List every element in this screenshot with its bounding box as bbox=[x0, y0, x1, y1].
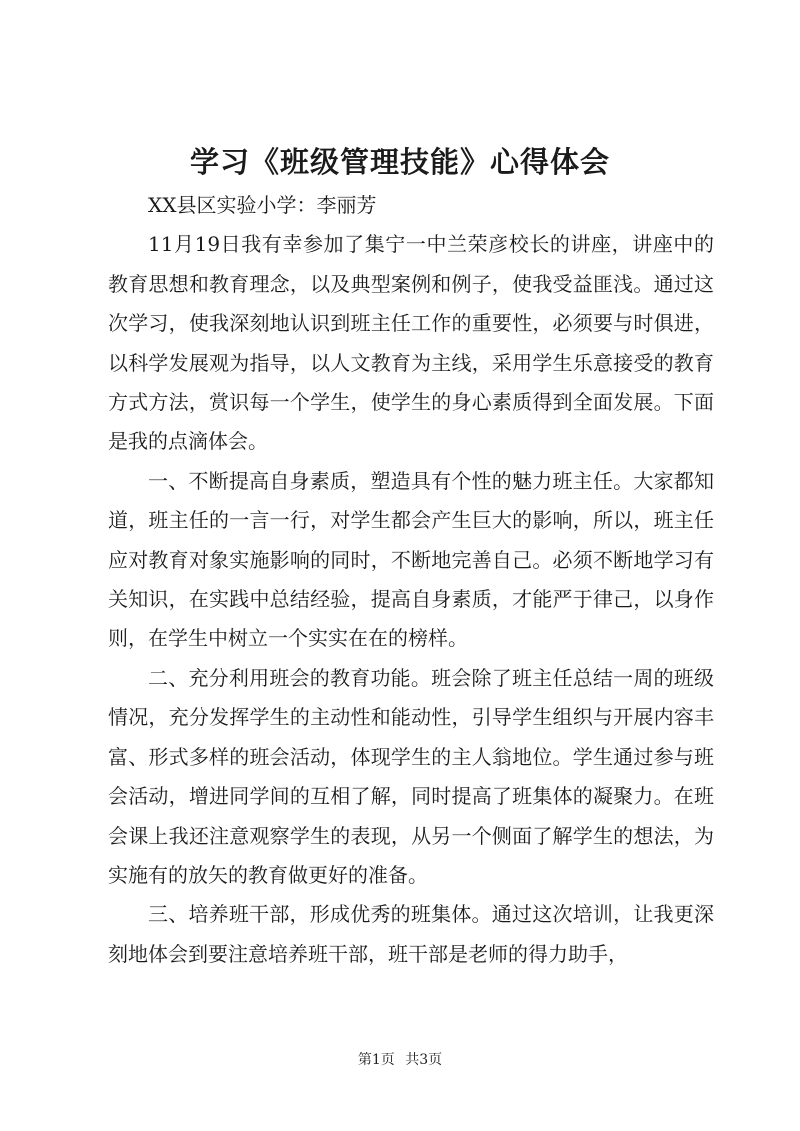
paragraph-section-2: 二、充分利用班会的教育功能。班会除了班主任总结一周的班级情况，充分发挥学生的主动性和能动性，引导学生组织与开展内容丰富、形式多样的班会活动，体现学生的主人翁地位。学生通过参与班会活动，增进同学间的互相了解，同时提高了班集体的凝聚力。在班会课上我还注意观察学生的表现，从另一个侧面了解学生的想法，为实施有的放矢的教育做更好的准备。 bbox=[108, 665, 714, 887]
page-footer bbox=[0, 1049, 800, 1069]
paragraph-intro: 11月19日我有幸参加了集宁一中兰荣彦校长的讲座，讲座中的教育思想和教育理念，以及典型案例和例子，使我受益匪浅。通过这次学习，使我深刻地认识到班主任工作的重要性，必须要与时俱进，以科学发展观为指导，以人文教育为主线，采用学生乐意接受的教育方式方法，赏识每一个学生，使学生的身心素质得到全面发展。下面是我的点滴体会。 bbox=[108, 232, 714, 454]
author-line: XX县区实验小学：李丽芳 bbox=[148, 193, 377, 217]
page-number-total: 共3页 bbox=[405, 1052, 443, 1068]
document-title: 学习《班级管理技能》心得体会 bbox=[189, 145, 610, 179]
paragraph-section-3: 三、培养班干部，形成优秀的班集体。通过这次培训，让我更深刻地体会到要注意培养班干部，班干部是老师的得力助手， bbox=[108, 902, 714, 966]
paragraph-section-1: 一、不断提高自身素质，塑造具有个性的魅力班主任。大家都知道，班主任的一言一行，对学生都会产生巨大的影响，所以，班主任应对教育对象实施影响的同时，不断地完善自己。必须不断地学习有关知识，在实践中总结经验，提高自身素质，才能严于律己，以身作则，在学生中树立一个实实在在的榜样。 bbox=[108, 468, 714, 651]
document-body bbox=[108, 186, 714, 974]
page-number-current: 第1页 bbox=[357, 1052, 395, 1068]
